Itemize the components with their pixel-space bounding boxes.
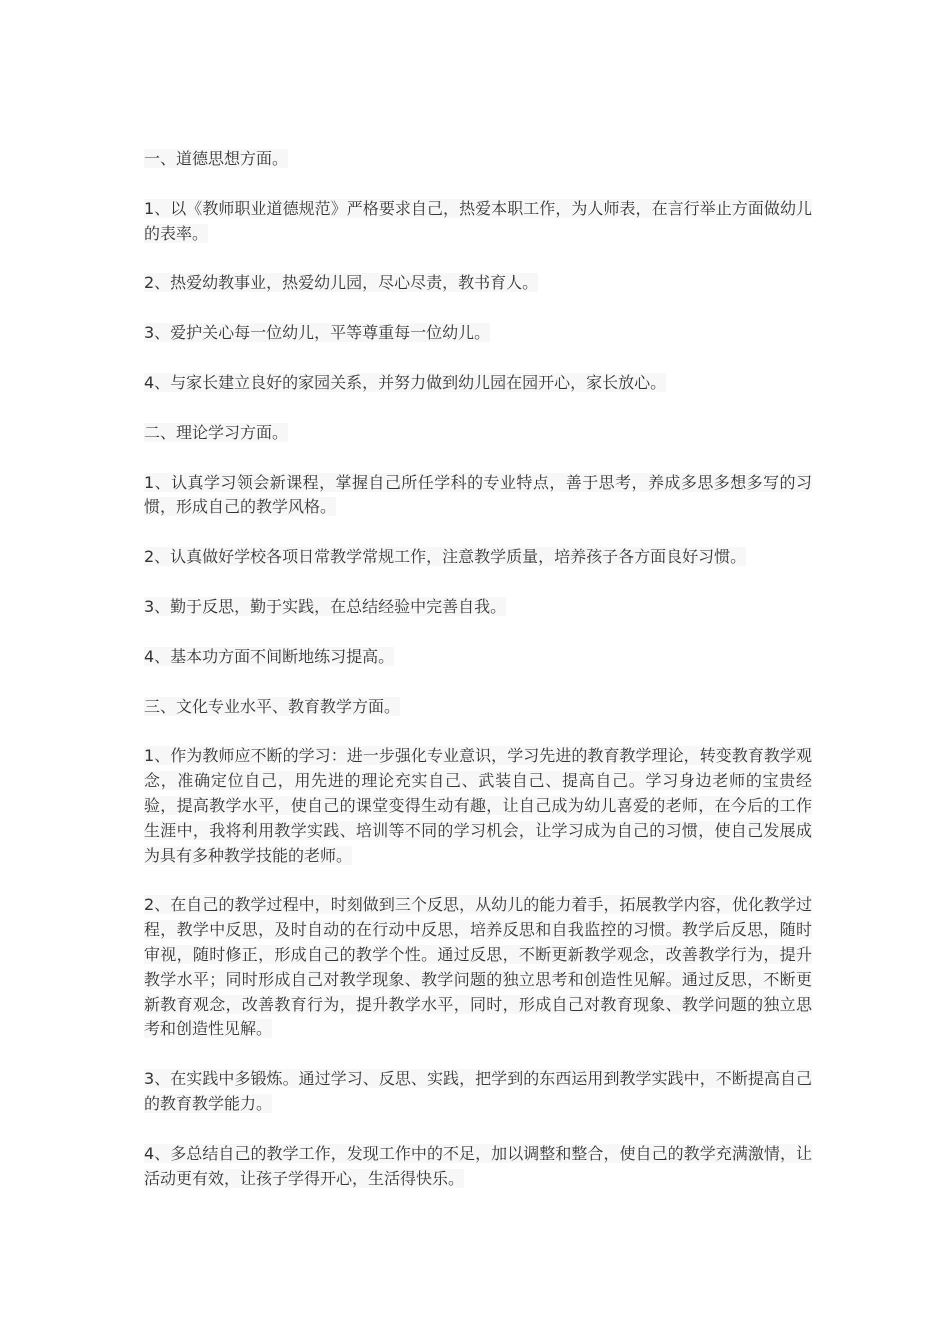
paragraph-moral-1: 1、以《教师职业道德规范》严格要求自己，热爱本职工作，为人师表，在言行举止方面做幼儿的表率。 bbox=[144, 198, 812, 243]
paragraph-theory-3: 3、勤于反思，勤于实践，在总结经验中完善自我。 bbox=[144, 596, 507, 616]
paragraph-teaching-3: 3、在实践中多锻炼。通过学习、反思、实践，把学到的东西运用到教学实践中，不断提高自己的教育教学能力。 bbox=[144, 1069, 812, 1113]
paragraph-moral-2: 2、热爱幼教事业，热爱幼儿园，尽心尽责，教书育人。 bbox=[144, 273, 539, 293]
paragraph-theory-2: 2、认真做好学校各项日常教学常规工作，注意教学质量，培养孩子各方面良好习惯。 bbox=[144, 547, 747, 567]
section-heading-moral: 一、道德思想方面。 bbox=[144, 149, 289, 168]
paragraph-moral-3: 3、爱护关心每一位幼儿，平等尊重每一位幼儿。 bbox=[144, 323, 491, 343]
document-body bbox=[144, 147, 812, 1216]
paragraph-moral-4: 4、与家长建立良好的家园关系，并努力做到幼儿园在园开心，家长放心。 bbox=[144, 372, 667, 392]
paragraph-teaching-2: 2、在自己的教学过程中，时刻做到三个反思，从幼儿的能力着手，拓展教学内容，优化教学过程，教学中反思，及时自动的在行动中反思，培养反思和自我监控的习惯。教学后反思，随时审视，随时修正，形成自己的教学个性。通过反思，不断更新教学观念，改善教学行为，提升教学水平；同时形成自己对教学现象、教学问题的独立思考和创造性见解。通过反思，不断更新教育观念，改善教育行为，提升教学水平，同时，形成自己对教育现象、教学问题的独立思考和创造性见解。 bbox=[144, 895, 812, 1039]
paragraph-teaching-4: 4、多总结自己的教学工作，发现工作中的不足，加以调整和整合，使自己的教学充满激情，让活动更有效，让孩子学得开心，生活得快乐。 bbox=[144, 1143, 812, 1188]
paragraph-theory-1: 1、认真学习领会新课程，掌握自己所任学科的专业特点，善于思考，养成多思多想多写的习惯，形成自己的教学风格。 bbox=[144, 472, 812, 517]
section-heading-teaching: 三、文化专业水平、教育教学方面。 bbox=[144, 696, 401, 716]
paragraph-teaching-1: 1、作为教师应不断的学习：进一步强化专业意识，学习先进的教育教学理论，转变教育教学观念，准确定位自己，用先进的理论充实自己、武装自己、提高自己。学习身边老师的宝贵经验，提高教学水平，使自己的课堂变得生动有趣，让自己成为幼儿喜爱的老师，在今后的工作生涯中，我将利用教学实践、培训等不同的学习机会，让学习成为自己的习惯，使自己发展成为具有多种教学技能的老师。 bbox=[144, 746, 812, 865]
paragraph-theory-4: 4、基本功方面不间断地练习提高。 bbox=[144, 646, 395, 666]
section-heading-theory: 二、理论学习方面。 bbox=[144, 422, 289, 442]
